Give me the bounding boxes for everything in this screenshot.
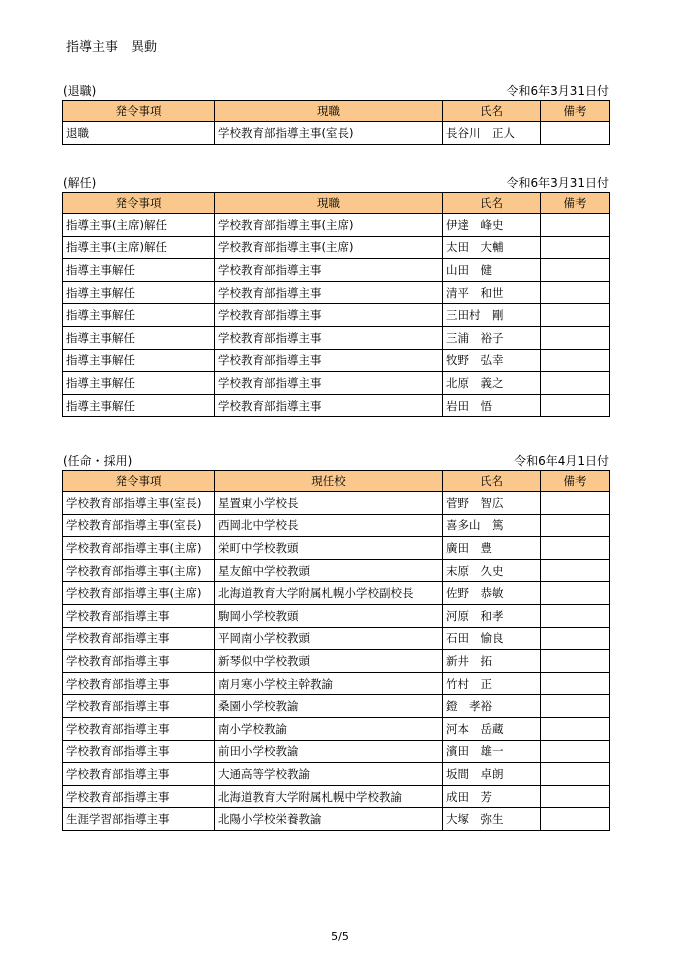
table-row — [63, 394, 610, 417]
name-cell: 山田 健 — [443, 259, 541, 282]
remarks-cell — [541, 326, 610, 349]
order-cell: 指導主事解任 — [63, 281, 215, 304]
name-header: 氏名 — [443, 193, 541, 214]
position-header: 現職 — [215, 101, 443, 122]
name-cell: 牧野 弘幸 — [443, 349, 541, 372]
table-row — [63, 740, 610, 763]
name-cell: 鐙 孝裕 — [443, 695, 541, 718]
order-cell: 学校教育部指導主事 — [63, 740, 215, 763]
name-cell: 清平 和世 — [443, 281, 541, 304]
remarks-cell — [541, 559, 610, 582]
table-row — [63, 763, 610, 786]
order-cell: 学校教育部指導主事(主席) — [63, 537, 215, 560]
name-cell: 河本 岳蔵 — [443, 717, 541, 740]
position-cell: 学校教育部指導主事 — [215, 372, 443, 395]
table-row — [63, 372, 610, 395]
name-cell: 伊達 峰史 — [443, 214, 541, 237]
page-title: 指導主事 異動 — [66, 40, 158, 55]
order-header: 発令事項 — [63, 101, 215, 122]
section-date: 令和6年3月31日付 — [506, 176, 609, 190]
order-cell: 生涯学習部指導主事 — [63, 808, 215, 831]
order-cell: 学校教育部指導主事(室長) — [63, 514, 215, 537]
name-cell: 長谷川 正人 — [443, 122, 541, 145]
position-cell: 学校教育部指導主事 — [215, 259, 443, 282]
name-cell: 三浦 裕子 — [443, 326, 541, 349]
name-cell: 竹村 正 — [443, 672, 541, 695]
position-header: 現職 — [215, 193, 443, 214]
order-cell: 学校教育部指導主事 — [63, 672, 215, 695]
remarks-cell — [541, 695, 610, 718]
name-cell: 成田 芳 — [443, 785, 541, 808]
table-row — [63, 236, 610, 259]
position-cell: 星置東小学校長 — [215, 492, 443, 515]
position-cell: 桑園小学校教諭 — [215, 695, 443, 718]
table-row — [63, 627, 610, 650]
remarks-cell — [541, 236, 610, 259]
remarks-cell — [541, 650, 610, 673]
table-row — [63, 695, 610, 718]
section-date: 令和6年4月1日付 — [514, 454, 609, 468]
name-cell: 河原 和孝 — [443, 604, 541, 627]
table-row — [63, 808, 610, 831]
name-cell: 廣田 豊 — [443, 537, 541, 560]
table-row — [63, 349, 610, 372]
remarks-cell — [541, 281, 610, 304]
table-row — [63, 304, 610, 327]
section-label: (任命・採用) — [63, 454, 133, 468]
position-cell: 学校教育部指導主事(室長) — [215, 122, 443, 145]
remarks-cell — [541, 627, 610, 650]
order-header: 発令事項 — [63, 471, 215, 492]
order-cell: 指導主事解任 — [63, 326, 215, 349]
name-cell: 坂間 卓朗 — [443, 763, 541, 786]
remarks-cell — [541, 537, 610, 560]
name-cell: 三田村 剛 — [443, 304, 541, 327]
table-row — [63, 672, 610, 695]
name-cell: 佐野 恭敏 — [443, 582, 541, 605]
remarks-cell — [541, 672, 610, 695]
order-cell: 学校教育部指導主事(室長) — [63, 492, 215, 515]
section-retirement — [62, 82, 609, 145]
name-cell: 大塚 弥生 — [443, 808, 541, 831]
position-cell: 北海道教育大学附属札幌小学校副校長 — [215, 582, 443, 605]
order-cell: 指導主事解任 — [63, 304, 215, 327]
table-header-row — [63, 193, 610, 214]
remarks-cell — [541, 717, 610, 740]
order-cell: 指導主事解任 — [63, 372, 215, 395]
table-row — [63, 281, 610, 304]
remarks-cell — [541, 740, 610, 763]
name-header: 氏名 — [443, 471, 541, 492]
name-cell: 末原 久史 — [443, 559, 541, 582]
position-cell: 学校教育部指導主事 — [215, 281, 443, 304]
position-cell: 学校教育部指導主事 — [215, 394, 443, 417]
order-cell: 指導主事(主席)解任 — [63, 214, 215, 237]
remarks-cell — [541, 785, 610, 808]
name-header: 氏名 — [443, 101, 541, 122]
position-cell: 大通高等学校教諭 — [215, 763, 443, 786]
remarks-cell — [541, 514, 610, 537]
position-cell: 西岡北中学校長 — [215, 514, 443, 537]
remarks-cell — [541, 372, 610, 395]
order-cell: 学校教育部指導主事 — [63, 650, 215, 673]
personnel-table — [62, 192, 610, 417]
name-cell: 喜多山 篤 — [443, 514, 541, 537]
name-cell: 菅野 智広 — [443, 492, 541, 515]
table-row — [63, 214, 610, 237]
order-cell: 学校教育部指導主事 — [63, 763, 215, 786]
table-row — [63, 559, 610, 582]
personnel-table — [62, 470, 610, 831]
remarks-header: 備考 — [541, 193, 610, 214]
remarks-header: 備考 — [541, 471, 610, 492]
remarks-cell — [541, 214, 610, 237]
personnel-table — [62, 100, 610, 145]
position-cell: 学校教育部指導主事 — [215, 304, 443, 327]
section-header — [62, 82, 609, 100]
order-cell: 学校教育部指導主事(主席) — [63, 582, 215, 605]
remarks-cell — [541, 349, 610, 372]
remarks-cell — [541, 492, 610, 515]
remarks-header: 備考 — [541, 101, 610, 122]
table-row — [63, 122, 610, 145]
name-cell: 新井 拓 — [443, 650, 541, 673]
table-row — [63, 582, 610, 605]
order-cell: 指導主事(主席)解任 — [63, 236, 215, 259]
remarks-cell — [541, 394, 610, 417]
remarks-cell — [541, 304, 610, 327]
table-row — [63, 537, 610, 560]
section-appointment — [62, 452, 609, 831]
position-cell: 学校教育部指導主事 — [215, 326, 443, 349]
order-cell: 学校教育部指導主事 — [63, 785, 215, 808]
position-cell: 北陽小学校栄養教諭 — [215, 808, 443, 831]
table-row — [63, 785, 610, 808]
name-cell: 岩田 悟 — [443, 394, 541, 417]
section-dismissal — [62, 174, 609, 417]
table-row — [63, 326, 610, 349]
section-header — [62, 174, 609, 192]
order-header: 発令事項 — [63, 193, 215, 214]
position-cell: 学校教育部指導主事 — [215, 349, 443, 372]
order-cell: 退職 — [63, 122, 215, 145]
position-cell: 北海道教育大学附属札幌中学校教諭 — [215, 785, 443, 808]
position-cell: 学校教育部指導主事(主席) — [215, 214, 443, 237]
order-cell: 指導主事解任 — [63, 349, 215, 372]
name-cell: 北原 義之 — [443, 372, 541, 395]
order-cell: 指導主事解任 — [63, 259, 215, 282]
order-cell: 学校教育部指導主事(主席) — [63, 559, 215, 582]
order-cell: 学校教育部指導主事 — [63, 604, 215, 627]
position-cell: 栄町中学校教頭 — [215, 537, 443, 560]
name-cell: 濱田 雄一 — [443, 740, 541, 763]
section-date: 令和6年3月31日付 — [506, 84, 609, 98]
remarks-cell — [541, 763, 610, 786]
position-cell: 学校教育部指導主事(主席) — [215, 236, 443, 259]
section-header — [62, 452, 609, 470]
position-cell: 平岡南小学校教頭 — [215, 627, 443, 650]
position-cell: 新琴似中学校教頭 — [215, 650, 443, 673]
table-header-row — [63, 101, 610, 122]
table-row — [63, 650, 610, 673]
page-number: 5/5 — [331, 930, 349, 943]
remarks-cell — [541, 259, 610, 282]
table-row — [63, 492, 610, 515]
remarks-cell — [541, 808, 610, 831]
position-cell: 前田小学校教諭 — [215, 740, 443, 763]
position-cell: 南月寒小学校主幹教諭 — [215, 672, 443, 695]
order-cell: 学校教育部指導主事 — [63, 695, 215, 718]
table-row — [63, 259, 610, 282]
section-label: (退職) — [63, 84, 97, 98]
section-label: (解任) — [63, 176, 97, 190]
position-cell: 南小学校教諭 — [215, 717, 443, 740]
order-cell: 指導主事解任 — [63, 394, 215, 417]
order-cell: 学校教育部指導主事 — [63, 627, 215, 650]
table-row — [63, 604, 610, 627]
remarks-cell — [541, 604, 610, 627]
table-row — [63, 514, 610, 537]
order-cell: 学校教育部指導主事 — [63, 717, 215, 740]
remarks-cell — [541, 582, 610, 605]
table-row — [63, 717, 610, 740]
position-header: 現任校 — [215, 471, 443, 492]
position-cell: 駒岡小学校教頭 — [215, 604, 443, 627]
remarks-cell — [541, 122, 610, 145]
position-cell: 星友館中学校教頭 — [215, 559, 443, 582]
table-header-row — [63, 471, 610, 492]
name-cell: 太田 大輔 — [443, 236, 541, 259]
name-cell: 石田 愉良 — [443, 627, 541, 650]
